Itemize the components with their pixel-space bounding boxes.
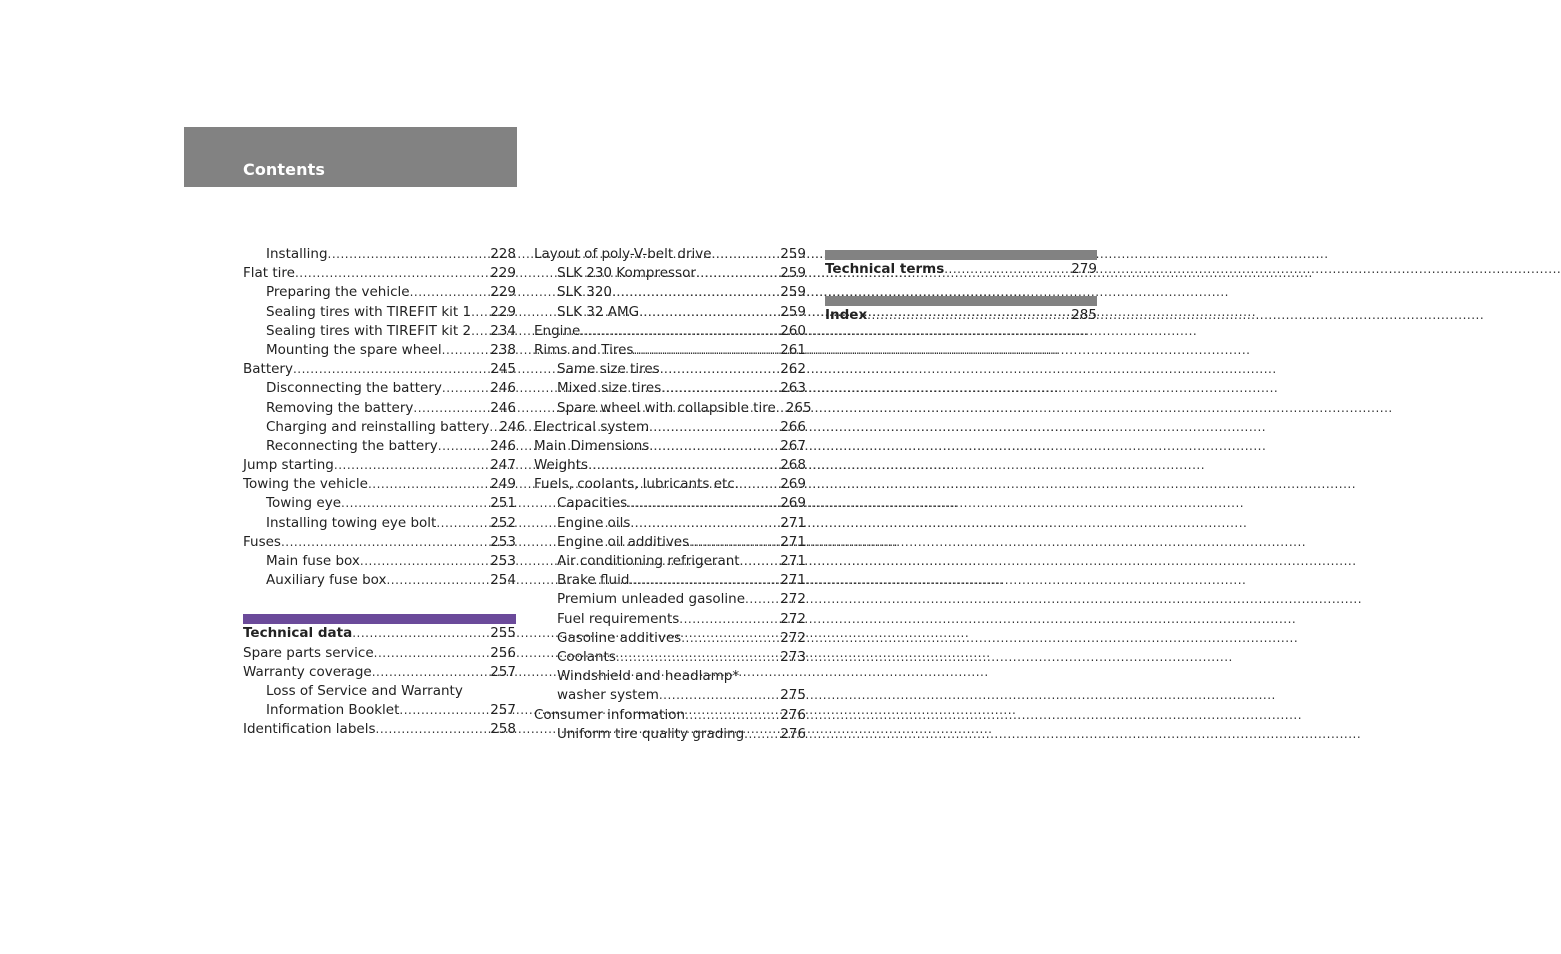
leader-dots (413, 399, 484, 418)
toc-entry-title: Warranty coverage (243, 663, 372, 680)
leader-dots (649, 437, 774, 456)
toc-entry-page: 259 (780, 284, 806, 301)
toc-entry[interactable] (534, 686, 806, 705)
toc-entry-page: 258 (490, 721, 516, 738)
toc-entry[interactable] (534, 571, 806, 590)
technical-terms-bar (825, 250, 1097, 260)
toc-entry-page: 285 (1071, 307, 1097, 324)
page-title: Contents (243, 160, 325, 179)
toc-entry-page: 229 (490, 284, 516, 301)
toc-entry-page: 246 (490, 380, 516, 397)
leader-dots (442, 341, 485, 360)
toc-entry-page: 247 (490, 457, 516, 474)
toc-entry-title: Installing (266, 246, 328, 262)
header-banner (184, 127, 517, 187)
leader-dots (293, 360, 484, 379)
leader-dots (471, 303, 484, 322)
toc-entry[interactable] (825, 306, 1097, 325)
leader-dots (633, 341, 774, 360)
toc-entry-page: 272 (780, 629, 806, 646)
toc-entry-page: 254 (490, 572, 516, 589)
leader-dots (944, 260, 1065, 279)
toc-entry-title: Engine oils (557, 514, 631, 531)
leader-dots (372, 663, 485, 682)
toc-entry-page: 275 (780, 687, 806, 704)
toc-entry[interactable] (243, 456, 516, 475)
toc-entry-title: Layout of poly-V-belt drive (534, 246, 712, 262)
toc-entry[interactable] (534, 475, 806, 494)
toc-entry-page: 262 (780, 361, 806, 378)
spacer (243, 590, 516, 614)
toc-entry-title: Loss of Service and Warranty (266, 682, 463, 699)
toc-entry[interactable] (243, 644, 516, 663)
toc-entry-page: 251 (490, 495, 516, 512)
leader-dots (745, 590, 774, 609)
toc-entry[interactable] (534, 610, 806, 629)
toc-entry-title: Fuel requirements (557, 610, 680, 627)
toc-entry-title: Identification labels (243, 721, 376, 738)
toc-list (243, 624, 516, 739)
toc-entry-page: 266 (780, 418, 806, 435)
toc-entry-page: 261 (780, 341, 806, 358)
technical-data-bar (243, 614, 516, 624)
leader-dots (612, 283, 774, 302)
toc-entry-title: Auxiliary fuse box (266, 572, 387, 589)
toc-entry[interactable] (243, 494, 516, 513)
toc-entry-title: Flat tire (243, 265, 295, 282)
leader-dots (679, 610, 774, 629)
toc-entry-title: Same size tires (557, 361, 660, 378)
toc-entry-page: 263 (780, 380, 806, 397)
index-bar (825, 296, 1097, 306)
leader-dots (739, 475, 774, 494)
toc-entry-title: Technical data (243, 625, 353, 642)
leader-dots (442, 379, 484, 398)
toc-entry[interactable] (534, 418, 806, 437)
leader-dots (639, 303, 774, 322)
toc-list (534, 245, 812, 744)
leader-dots (328, 245, 485, 264)
toc-entry[interactable] (534, 322, 806, 341)
leader-dots (744, 725, 774, 744)
leader-dots (471, 322, 484, 341)
leader-dots (410, 283, 485, 302)
leader-dots (681, 629, 774, 648)
toc-entry[interactable] (534, 494, 806, 513)
toc-entry[interactable] (243, 341, 516, 360)
toc-entry-title: Removing the battery (266, 399, 414, 416)
toc-entry-page: 246 (499, 418, 526, 435)
toc-entry-title: Towing eye (266, 495, 342, 512)
toc-entry[interactable] (243, 418, 526, 437)
toc-entry[interactable] (825, 260, 1097, 279)
toc-entry-title: Installing towing eye bolt (266, 514, 437, 531)
leader-dots (436, 514, 484, 533)
toc-entry-page: 272 (780, 610, 806, 627)
leader-dots (352, 624, 484, 643)
leader-dots (661, 379, 774, 398)
toc-entry-page: 259 (780, 265, 806, 282)
toc-entry[interactable] (534, 629, 806, 648)
toc-entry-title: Electrical system (534, 418, 650, 435)
toc-list (243, 245, 526, 590)
toc-entry[interactable] (534, 706, 806, 725)
toc-entry[interactable] (534, 514, 806, 533)
toc-entry[interactable] (243, 682, 516, 701)
toc-entry-title: Towing the vehicle (243, 476, 368, 493)
leader-dots (627, 494, 774, 513)
toc-entry-title: Charging and reinstalling battery (266, 418, 490, 435)
toc-entry-title: washer system (557, 687, 659, 704)
toc-entry-page: 276 (780, 706, 806, 723)
toc-entry[interactable] (534, 437, 806, 456)
leader-dots (867, 306, 1065, 325)
toc-entry-page: 273 (780, 648, 806, 665)
toc-entry-page: 271 (780, 553, 806, 569)
toc-entry-page: 257 (490, 663, 516, 680)
toc-entry-title: Rims and Tires (534, 341, 634, 358)
toc-entry[interactable] (534, 533, 806, 552)
toc-entry[interactable] (243, 475, 516, 494)
toc-entry-title: Fuses (243, 533, 281, 550)
toc-entry[interactable] (534, 456, 806, 475)
toc-entry-title: Engine (534, 322, 581, 339)
toc-entry-page: 271 (780, 514, 806, 531)
toc-entry-page: 246 (490, 437, 516, 454)
toc-entry-title: Mixed size tires (557, 380, 662, 397)
leader-dots (689, 533, 774, 552)
toc-entry[interactable] (534, 667, 806, 686)
toc-entry-title: Mounting the spare wheel (266, 341, 442, 358)
toc-entry-title: Reconnecting the battery (266, 437, 438, 454)
leader-dots (740, 552, 775, 571)
toc-entry-page: 279 (1071, 261, 1097, 277)
leader-dots (376, 720, 485, 739)
toc-list (825, 306, 1097, 325)
toc-entry-page: 228 (490, 246, 516, 262)
toc-entry[interactable] (243, 437, 516, 456)
toc-entry[interactable] (534, 590, 806, 609)
toc-entry-page: 257 (490, 702, 516, 719)
toc-entry-title: Engine oil additives (557, 533, 690, 550)
toc-entry-title: Information Booklet (266, 702, 400, 719)
toc-entry[interactable] (243, 379, 516, 398)
toc-entry-title: Brake fluid (557, 572, 630, 589)
toc-entry-page: 269 (780, 495, 806, 512)
leader-dots (696, 264, 774, 283)
toc-entry-title: Battery (243, 361, 293, 378)
toc-entry-page: 272 (780, 591, 806, 608)
toc-entry-title: Air conditioning refrigerant (557, 553, 740, 569)
toc-entry-page: 259 (780, 246, 806, 262)
leader-dots (712, 245, 775, 264)
toc-entry-page: 252 (490, 514, 516, 531)
toc-entry-title: Technical terms (825, 261, 945, 277)
toc-entry-page: 268 (780, 457, 806, 474)
leader-dots (685, 706, 774, 725)
toc-entry[interactable] (534, 303, 806, 322)
toc-entry-title: Premium unleaded gasoline (557, 591, 746, 608)
toc-entry-title: SLK 32 AMG (557, 303, 640, 320)
toc-entry[interactable] (534, 264, 806, 283)
leader-dots (629, 571, 774, 590)
toc-entry-page: 249 (490, 476, 516, 493)
leader-dots (368, 475, 484, 494)
leader-dots (295, 264, 484, 283)
toc-list (825, 260, 1097, 279)
leader-dots (374, 644, 485, 663)
toc-column-2 (534, 245, 812, 744)
leader-dots (616, 648, 774, 667)
leader-dots (341, 494, 484, 513)
toc-entry-page: 259 (780, 303, 806, 320)
toc-entry-title: Jump starting (243, 457, 334, 474)
toc-entry-page: 245 (490, 361, 516, 378)
toc-entry-title: Fuels, coolants, lubricants etc. (534, 476, 740, 493)
toc-entry-page: 267 (780, 437, 806, 454)
toc-entry-title: Sealing tires with TIREFIT kit 2 (266, 322, 472, 339)
toc-entry-title: Uniform tire quality grading (557, 725, 745, 742)
toc-entry-page: 269 (780, 476, 806, 493)
toc-entry[interactable] (243, 720, 516, 739)
toc-entry[interactable] (243, 663, 516, 682)
toc-entry-title: Gasoline additives (557, 629, 682, 646)
toc-entry[interactable] (243, 303, 516, 322)
toc-entry[interactable] (534, 283, 806, 302)
toc-entry[interactable] (243, 322, 516, 341)
toc-entry-page: 229 (490, 303, 516, 320)
toc-entry-title: Spare parts service (243, 644, 374, 661)
toc-entry-title: SLK 320 (557, 284, 613, 301)
toc-entry-page: 229 (490, 265, 516, 282)
toc-entry-title: Spare wheel with collapsible tire (557, 399, 776, 416)
toc-entry-title: Coolants (557, 648, 616, 665)
toc-entry-title: Disconnecting the battery (266, 380, 442, 397)
leader-dots (399, 701, 484, 720)
toc-entry[interactable] (243, 533, 516, 552)
toc-column-3 (825, 245, 1097, 325)
toc-entry[interactable] (534, 245, 806, 264)
toc-entry-title: Sealing tires with TIREFIT kit 1 (266, 303, 472, 320)
toc-entry[interactable] (534, 725, 806, 744)
toc-entry[interactable] (534, 399, 812, 418)
leader-dots (659, 686, 774, 705)
toc-entry[interactable] (243, 571, 516, 590)
leader-dots (649, 418, 774, 437)
toc-entry-title: SLK 230 Kompressor (557, 265, 696, 282)
toc-entry-page: 238 (490, 341, 516, 358)
toc-entry[interactable] (243, 360, 516, 379)
leader-dots (281, 533, 484, 552)
toc-entry[interactable] (243, 552, 516, 571)
toc-entry[interactable] (243, 399, 516, 418)
toc-entry-page: 246 (490, 399, 516, 416)
toc-entry-page: 234 (490, 322, 516, 339)
toc-entry-title: Windshield and headlamp* (557, 668, 740, 685)
leader-dots (580, 322, 774, 341)
toc-entry[interactable] (243, 245, 516, 264)
toc-entry-title: Main fuse box (266, 553, 360, 569)
toc-entry[interactable] (243, 624, 516, 643)
toc-entry[interactable] (243, 701, 516, 720)
toc-entry-page: 271 (780, 572, 806, 589)
leader-dots (660, 360, 775, 379)
toc-entry-title: Consumer information (534, 706, 686, 723)
leader-dots (334, 456, 484, 475)
toc-entry-title: Main Dimensions (534, 437, 650, 454)
toc-entry-title: Index (825, 307, 868, 324)
toc-entry[interactable] (243, 283, 516, 302)
toc-entry-page: 276 (780, 725, 806, 742)
toc-column-1 (243, 245, 526, 740)
toc-entry[interactable] (534, 341, 806, 360)
toc-entry-page: 265 (785, 399, 812, 416)
toc-entry[interactable] (534, 648, 806, 667)
toc-entry-page: 260 (780, 322, 806, 339)
toc-entry-page: 253 (490, 533, 516, 550)
toc-entry[interactable] (243, 264, 516, 283)
toc-entry[interactable] (534, 360, 806, 379)
toc-entry-title: Weights (534, 457, 589, 474)
toc-entry-page: 255 (490, 625, 516, 642)
toc-entry-title: Capacities (557, 495, 628, 512)
toc-entry-title: Preparing the vehicle (266, 284, 410, 301)
leader-dots (386, 571, 484, 590)
toc-entry[interactable] (243, 514, 516, 533)
toc-entry-page: 256 (490, 644, 516, 661)
leader-dots (588, 456, 774, 475)
leader-dots (360, 552, 484, 571)
toc-entry[interactable] (534, 379, 806, 398)
toc-entry-page: 253 (490, 553, 516, 569)
toc-entry[interactable] (534, 552, 806, 571)
leader-dots (630, 514, 774, 533)
leader-dots (438, 437, 484, 456)
toc-entry-page: 271 (780, 533, 806, 550)
